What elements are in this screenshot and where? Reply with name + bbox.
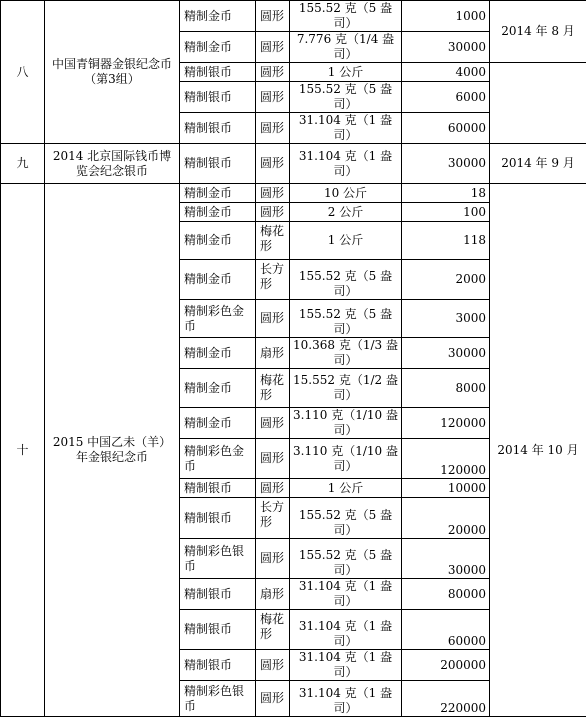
quantity-cell: 60000: [402, 610, 490, 650]
shape-cell: 圆形: [256, 203, 290, 222]
quantity-cell: 30000: [402, 32, 490, 63]
material-cell: 精制彩色金币: [180, 439, 256, 479]
shape-cell: 圆形: [256, 650, 290, 681]
quantity-cell: 6000: [402, 82, 490, 113]
quantity-cell: 220000: [402, 681, 490, 717]
table-row: [1, 184, 586, 203]
material-cell: 精制银币: [180, 650, 256, 681]
group-number: 九: [1, 144, 45, 184]
quantity-cell: 20000: [402, 498, 490, 539]
quantity-cell: 80000: [402, 579, 490, 610]
material-cell: 精制金币: [180, 369, 256, 408]
spec-cell: 3.110 克（1/10 盎司）: [290, 408, 402, 439]
quantity-cell: 10000: [402, 479, 490, 498]
issue-date: 2014 年 9 月: [490, 144, 586, 184]
quantity-cell: 18: [402, 184, 490, 203]
series-name: 中国青铜器金银纪念币（第3组）: [45, 1, 180, 144]
shape-cell: 梅花形: [256, 369, 290, 408]
spec-cell: 10 公斤: [290, 184, 402, 203]
table-row: [1, 1, 586, 32]
spec-cell: 1 公斤: [290, 63, 402, 82]
spec-cell: 155.52 克（5 盎司）: [290, 539, 402, 579]
material-cell: 精制金币: [180, 1, 256, 32]
spec-cell: 155.52 克（5 盎司）: [290, 260, 402, 300]
spec-cell: 155.52 克（5 盎司）: [290, 1, 402, 32]
material-cell: 精制银币: [180, 498, 256, 539]
material-cell: 精制金币: [180, 260, 256, 300]
shape-cell: 梅花形: [256, 610, 290, 650]
group-number: 八: [1, 1, 45, 144]
spec-cell: 7.776 克（1/4 盎司）: [290, 32, 402, 63]
spec-cell: 3.110 克（1/10 盎司）: [290, 439, 402, 479]
shape-cell: 扇形: [256, 338, 290, 369]
quantity-cell: 1000: [402, 1, 490, 32]
material-cell: 精制金币: [180, 184, 256, 203]
shape-cell: 圆形: [256, 408, 290, 439]
quantity-cell: 120000: [402, 408, 490, 439]
spec-cell: 31.104 克（1 盎司）: [290, 144, 402, 184]
quantity-cell: 200000: [402, 650, 490, 681]
material-cell: 精制银币: [180, 144, 256, 184]
spec-cell: 1 公斤: [290, 222, 402, 260]
shape-cell: 圆形: [256, 184, 290, 203]
quantity-cell: 8000: [402, 369, 490, 408]
shape-cell: 圆形: [256, 32, 290, 63]
quantity-cell: 30000: [402, 144, 490, 184]
table-row: [1, 144, 586, 184]
spec-cell: 31.104 克（1 盎司）: [290, 579, 402, 610]
shape-cell: 长方形: [256, 260, 290, 300]
shape-cell: 扇形: [256, 579, 290, 610]
material-cell: 精制银币: [180, 63, 256, 82]
material-cell: 精制银币: [180, 610, 256, 650]
spec-cell: 31.104 克（1 盎司）: [290, 113, 402, 144]
spec-cell: 10.368 克（1/3 盎司）: [290, 338, 402, 369]
quantity-cell: 118: [402, 222, 490, 260]
spec-cell: 31.104 克（1 盎司）: [290, 681, 402, 717]
spec-cell: 31.104 克（1 盎司）: [290, 650, 402, 681]
spec-cell: 15.552 克（1/2 盎司）: [290, 369, 402, 408]
shape-cell: 圆形: [256, 479, 290, 498]
quantity-cell: 30000: [402, 539, 490, 579]
spec-cell: 155.52 克（5 盎司）: [290, 300, 402, 338]
quantity-cell: 60000: [402, 113, 490, 144]
series-name: 2015 中国乙未（羊）年金银纪念币: [45, 184, 180, 717]
group-number: 十: [1, 184, 45, 717]
material-cell: 精制金币: [180, 32, 256, 63]
shape-cell: 梅花形: [256, 222, 290, 260]
material-cell: 精制金币: [180, 338, 256, 369]
shape-cell: 圆形: [256, 113, 290, 144]
quantity-cell: 3000: [402, 300, 490, 338]
spec-cell: 2 公斤: [290, 203, 402, 222]
issue-date: 2014 年 8 月: [490, 1, 586, 63]
material-cell: 精制彩色银币: [180, 539, 256, 579]
material-cell: 精制彩色银币: [180, 681, 256, 717]
spec-cell: 155.52 克（5 盎司）: [290, 498, 402, 539]
material-cell: 精制银币: [180, 82, 256, 113]
shape-cell: 长方形: [256, 498, 290, 539]
material-cell: 精制银币: [180, 579, 256, 610]
spec-cell: 31.104 克（1 盎司）: [290, 610, 402, 650]
spec-cell: 155.52 克（5 盎司）: [290, 82, 402, 113]
material-cell: 精制金币: [180, 408, 256, 439]
quantity-cell: 2000: [402, 260, 490, 300]
spec-cell: 1 公斤: [290, 479, 402, 498]
shape-cell: 圆形: [256, 539, 290, 579]
issue-date: 2014 年 10 月: [490, 184, 586, 717]
empty-date-cell: [490, 63, 586, 144]
quantity-cell: 120000: [402, 439, 490, 479]
material-cell: 精制金币: [180, 222, 256, 260]
material-cell: 精制彩色金币: [180, 300, 256, 338]
material-cell: 精制银币: [180, 113, 256, 144]
quantity-cell: 4000: [402, 63, 490, 82]
shape-cell: 圆形: [256, 1, 290, 32]
quantity-cell: 30000: [402, 338, 490, 369]
shape-cell: 圆形: [256, 300, 290, 338]
material-cell: 精制金币: [180, 203, 256, 222]
shape-cell: 圆形: [256, 681, 290, 717]
shape-cell: 圆形: [256, 63, 290, 82]
shape-cell: 圆形: [256, 439, 290, 479]
shape-cell: 圆形: [256, 82, 290, 113]
series-name: 2014 北京国际钱币博览会纪念银币: [45, 144, 180, 184]
material-cell: 精制银币: [180, 479, 256, 498]
quantity-cell: 100: [402, 203, 490, 222]
shape-cell: 圆形: [256, 144, 290, 184]
